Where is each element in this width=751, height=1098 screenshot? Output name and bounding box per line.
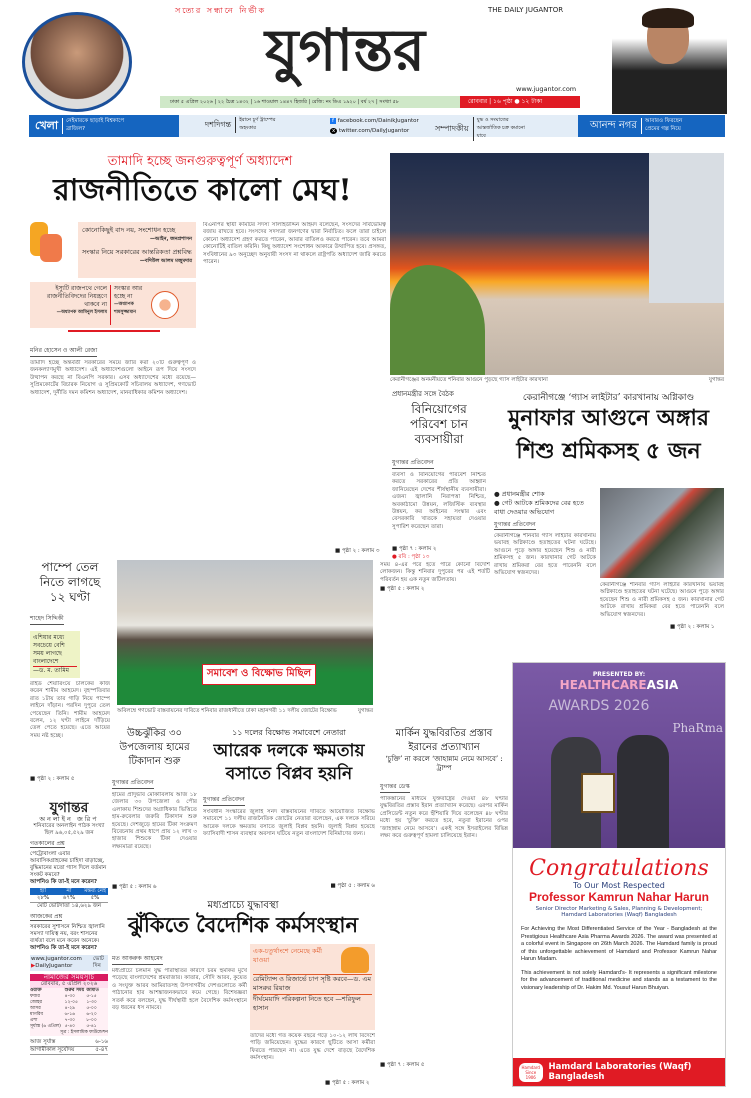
prayer-cell: ৫-০০	[86, 1006, 97, 1011]
x-icon: x	[332, 128, 336, 134]
rally-column	[380, 562, 490, 594]
iran-headline[interactable]: মার্কিন যুদ্ধবিরতির প্রস্তাব ইরানের প্রত্যাখ্যান	[395, 728, 493, 753]
prayer-cell: ১২-০৫	[64, 1000, 78, 1005]
prayer-cell: ৮-০০	[86, 1018, 97, 1023]
prayer-cell: সূর্যাস্ত (৬ এপ্রিল)	[30, 1024, 61, 1029]
prayer-title: নামাজের সময়সূচি	[30, 974, 108, 981]
facebook-icon: f	[332, 118, 334, 124]
fire-jump[interactable]: ■ পৃষ্ঠা ২ : কলাম ১	[670, 624, 715, 630]
vote-button[interactable]: ভোট দিন	[93, 956, 104, 969]
rally-photo	[117, 560, 373, 705]
rally-banner: সমাবেশ ও বিক্ষোভ মিছিল	[202, 664, 316, 685]
prayer-cell: ৭-৩০	[64, 1018, 76, 1023]
vaccine-jump[interactable]: ■ পৃষ্ঠা ৫ : কলাম ৬	[112, 884, 157, 890]
prayer-cell: আসর	[30, 1006, 41, 1011]
prayer-cell: ৪-২৯	[64, 1006, 76, 1011]
youtube-icon: ▶	[31, 963, 36, 969]
fuel-pullquote	[30, 631, 80, 678]
quote-author: —আইন, জনপ্রশাসন	[150, 236, 192, 242]
backdrop-text: AWARDS 2026	[548, 698, 650, 714]
quote-author: —বদিউল আলম মজুমদার	[139, 258, 192, 264]
lead-kicker: তামাদি হচ্ছে জনগুরুত্বপূর্ণ অধ্যাদেশ	[107, 154, 293, 169]
presented-by: PRESENTED BY:	[592, 671, 646, 678]
rescue-photo	[600, 488, 724, 578]
online-title: অনলাইন জরিপ	[39, 815, 99, 823]
vaccine-story	[112, 727, 197, 892]
ad-photo	[513, 663, 725, 848]
quote-text: ইস্যুটি রাজপথে গেলে রাজনীতিবিদদের নিয়ন্ত্রণে থাকবে না	[47, 285, 107, 308]
award-plaque	[581, 773, 615, 813]
alliance-jump[interactable]: ■ পৃষ্ঠা ৫ : কলাম ৬	[330, 883, 375, 889]
pullquote-text: এশিয়ার মধ্যে সবচেয়ে বেশি সময় লাগছে বাংলাদেশে	[33, 634, 65, 665]
iran-subhead: ‘চুক্তি’ না করলে ‘জাহান্নাম নেমে আসবে’ : ট্রাম্প	[385, 755, 503, 772]
quote-box-top	[78, 222, 196, 278]
ad-title: Senior Director Marketing & Sales, Planning & Development;	[535, 906, 703, 912]
alliance-body: সংবিধান সংস্কারের জুলাই সনদ বাস্তবায়নের দাবিতে আয়োজিত বিক্ষোভ সমাবেশে ১১ দলীয় রাজনৈতিক জোটের নেতারা বলেছেন, এক দলকে সরিয়ে আরেক দলকে ক্ষমতায় বসাতে জুলাই বিপ্লব হয়নি। জুলাই বিপ্লব হয়েছে ফ্যাসিবাদী শাসন ব্যবস্থার অবসান ঘটিয়ে নতুন বাংলাদেশ বিনির্মাণের জন্য।	[203, 809, 375, 838]
mini-logo: যুগান্তর	[49, 800, 89, 816]
iran-story	[380, 727, 508, 1070]
fuel-story	[30, 560, 110, 784]
vaccine-headline[interactable]: উচ্চঝুঁকির ৩০ উপজেলায় হামের টিকাদান শুরু	[119, 728, 190, 767]
quote-box-bottom	[30, 282, 196, 328]
social-links	[330, 116, 419, 136]
infobox-title: এক-চতুর্থাংশে নেমেছে কর্মী যাওয়া	[253, 947, 323, 964]
poll-question: পেট্রোবাংলা এবার আবাসিকগ্রাহকের চাহিদা বাড়াচ্ছে, বুদ্ধিমানের মতো গ্যাস দিলে বর্তমান সংকট কমবে?	[30, 851, 107, 878]
sponsor-text: HEALTHCARE	[559, 678, 647, 692]
pages-price: ১৬ পৃষ্ঠা ● ১২ টাকা	[493, 98, 543, 105]
twitter-link[interactable]	[330, 126, 419, 136]
ad-congrats: Congratulations	[529, 856, 709, 881]
website[interactable]: www.jugantor.com	[516, 85, 577, 93]
quote-icon	[30, 222, 66, 266]
quote-text: সংস্কার নিয়ে সরকারের আন্তরিকতা প্রশ্নবিদ্ধ	[82, 248, 192, 256]
english-name: THE DAILY JUGANTOR	[488, 6, 564, 14]
backdrop-text-2: PhaRma	[672, 721, 723, 735]
fuel-headline[interactable]: পাম্পে তেল নিতে লাগছে ১২ ঘণ্টা	[39, 560, 101, 604]
sponsor-text-2: ASIA	[646, 678, 679, 692]
prayer-table	[30, 988, 108, 1036]
jobs-infobox	[250, 944, 375, 1030]
rally-caption	[117, 708, 373, 716]
ad-org: Hamdard Laboratories (Waqf) Bangladesh	[561, 912, 677, 918]
divider	[68, 330, 160, 332]
online-sidebar	[30, 800, 108, 1055]
teaser-entertainment[interactable]	[578, 115, 725, 137]
prayer-cell: শুরুর সময়	[64, 988, 85, 993]
fire-bullets	[494, 490, 596, 585]
ad-footer	[513, 1058, 725, 1086]
prayer-cell: এশা	[30, 1018, 38, 1023]
quote-author: —অধ্যাপক আমিনুল ইসলাম	[56, 310, 107, 315]
prayer-source: সূত্র : ইসলামিক ফাউন্ডেশন	[60, 1030, 108, 1035]
lead-body: তামাদি হচ্ছে অন্তর্বর্তী সরকারের সময়ে জারি করা ২০টি গুরুত্বপূর্ণ ও জনকল্যাণমুখী অধ্যাদেশ। এই অধ্যাদেশগুলো আইনে রূপ দিয়ে সংসদে উত্থাপন করছে না বিএনপি সরকার। এসব অধ্যাদেশের মধ্যে রয়েছে—সুপ্রিমকোর্টের বিচারক নিয়োগ ও সুপ্রিমকোর্ট সচিবালয় অধ্যাদেশ, গণভোট অধ্যাদেশ, দুর্নীতি দমন কমিশন অধ্যাদেশ, মানবাধিকার কমিশন অধ্যাদেশ।	[30, 360, 196, 396]
iran-body: পাকিস্তানের মাধ্যমে যুক্তরাষ্ট্রের দেওয়া ৪৮ ঘণ্টার যুদ্ধবিরতির প্রস্তাব ইরান প্রত্যাখ্যান করেছে। এরপর মার্কিন প্রেসিডেন্ট নতুন করে হুঁশিয়ারি দিয়ে বলেছেন ৪৮ ঘণ্টার মধ্যে হয় ‘চুক্তি’ করতে হবে, নতুবা ইরানের ওপর ‘জাহান্নাম নেমে আসবে’। একই সঙ্গে ইসরাইলের বিভিন্ন লক্ষ্য করে গুরুত্বপূর্ণ হামলা চালিয়েছে ইরান।	[380, 796, 508, 840]
teaser-text: ইরানে চূর্ণ ট্রাম্পের অহংকার	[235, 117, 285, 133]
business-story	[392, 388, 486, 562]
ad-to: To Our Most Respected	[573, 881, 665, 890]
rescue-caption: কেরানীগঞ্জে শনিবার গ্যাস লাইটার কারখানায় ভয়াবহ অগ্নিকাণ্ডে হতাহতের ঘটনা ঘটেছে। আগুনে পুড়ে অঙ্গার হয়েছেন শিশু ও নারী শ্রমিকসহ ৫ জন। কারখানার গেট আটকে রাখায় শ্রমিকরা বের হতে পারেননি বলে অভিযোগ স্বজনদের।	[600, 582, 724, 618]
prayer-cell: ওয়াক্ত	[30, 988, 42, 993]
jobs-column-2: তাদের মধ্যে গত কয়েক বছরে গড়ে ১০-১২ লাখ বিদেশে পাড়ি জমিয়েছেন। যুদ্ধের কারণে ছুটিতে আসা কর্মীরা ফিরতে পারছেন না। এতে যুদ্ধ দেশে বাড়ছে বৈদেশিক কর্মসংস্থান।	[250, 1033, 375, 1062]
teaser-section: আনন্দ নগর	[590, 119, 637, 131]
caption-text: অবিলম্বে গণভোট বাস্তবায়নের দাবিতে শনিবার রাজধানীতে ঢাকা মহানগরী ১১ দলীয় জোটের বিক্ষোভ	[117, 708, 337, 714]
teaser-world[interactable]	[205, 117, 285, 133]
prayer-cell: মাগরিব	[30, 1012, 44, 1017]
business-headline[interactable]: বিনিয়োগের পরিবেশ চান ব্যবসায়ীরা	[410, 402, 468, 446]
poll-total: মোট ভোটদাতা ১৪,৬২৯ জন	[36, 903, 102, 909]
prayer-cell: ৫-৪০	[64, 1024, 76, 1029]
jobs-column-1	[112, 945, 247, 1098]
vaccine-byline: যুগান্তর প্রতিবেদন	[112, 777, 154, 789]
prayer-cell: ৪-৩০	[64, 994, 76, 999]
fire-body: কেরানীগঞ্জে শনিবার গ্যাস লাইটার কারখানায় ভয়াবহ অগ্নিকাণ্ডে হতাহতের ঘটনা ঘটেছে। আগুনে পুড়ে অঙ্গার হয়েছেন শিশু ও নারী শ্রমিকসহ ৫ জন। কারখানার গেট আটকে রাখায় শ্রমিকরা বের হতে পারেননি বলে অভিযোগ স্বজনদের।	[494, 533, 596, 577]
bullet-item: ● প্রধানমন্ত্রীর শোক	[494, 490, 545, 498]
teaser-text: আবারও ফিরছেন প্রেমের গল্প নিয়ে	[641, 118, 696, 134]
alliance-byline: যুগান্তর প্রতিবেদন	[203, 794, 245, 806]
teaser-text: নেইমারকে ছাড়াই বিশ্বকাপে ব্রাজিল?	[62, 118, 132, 134]
sunrise-row: আগামীকাল সূর্যোদয় ৫-৪৭	[30, 1047, 108, 1053]
business-kicker: প্রধানমন্ত্রীর সঙ্গে বৈঠক	[392, 390, 454, 398]
business-jump-2[interactable]: ● রবি : পৃষ্ঠা ১৩	[392, 554, 430, 560]
photo-credit: যুগান্তর	[708, 377, 724, 383]
rally-column-text: সময় ৪-এর পরে হতে পারে কোনো বিদেশি লোকজন। কিন্তু শনিবার দুপুরের পর এই শর্তটি পরিবর্তন হয় এক নতুন জটিলতায়।	[380, 562, 490, 583]
day: রোববার	[468, 98, 488, 105]
jobs-jump[interactable]: ■ পৃষ্ঠা ৫ : কলাম ২	[325, 1080, 370, 1086]
poll-table: হ্যাঁ না মন্তব্য নেই	[30, 888, 108, 895]
prayer-date: রোববার, ৫ এপ্রিল ২০২৬	[30, 981, 108, 988]
teaser-editorial[interactable]	[435, 117, 533, 141]
portrait-left	[22, 12, 132, 112]
poll-ask: আপনিও কি তা-ই মনে করেন?	[30, 879, 98, 885]
fuel-body: রাইড শেয়ারিংয়ে চালকের কাজ করেন শামীম আহমেদ। বৃহস্পতিবার রাত ১টায় তার গাড়ি নিয়ে পাম্পে লাইনে দাঁড়ান। পরদিন দুপুরে তেল পেয়েছেন তিনি। শামীম আহমেদ বলেন, ১২ ঘণ্টা লাইনে দাঁড়িয়ে তেল পেতে হয়েছে। এতে আয়ের সময় নষ্ট হচ্ছে।	[30, 681, 110, 739]
lead-column-1	[30, 337, 196, 559]
infobox-quote: রেমিট্যান্স ও রিজার্ভে চাপ সৃষ্টি করবে—ড. এম মাসরুর রিয়াজ	[253, 975, 371, 992]
lead-headline[interactable]: রাজনীতিতে কালো মেঘ!	[53, 173, 352, 208]
photo-credit: যুগান্তর	[357, 708, 373, 714]
vaccine-body: হামের প্রাদুর্ভাব মোকাবিলায় আজ ১৮ জেলার ৩০ উপজেলা ও পৌর এলাকায় শিশুদের অগ্রাধিকার ভিত্তিতে হাম-রুবেলার জরুরি টিকাদান শুরু হয়েছে। দেশজুড়ে হামের টিকা সংক্রমণ বিবেচনায় প্রথম ধাপে প্রায় ১২ লাখ ৩ হাজার শিশুকে টিকা দেওয়ার লক্ষ্যমাত্রা রয়েছে।	[112, 792, 197, 850]
facebook-link[interactable]	[330, 116, 419, 126]
quote-author: —অধ্যাপক শামসুজ্জামান	[114, 302, 136, 315]
alliance-headline[interactable]: আরেক দলকে ক্ষমতায় বসাতে বিপ্লব হয়নি	[213, 741, 365, 784]
lead-jump[interactable]: ■ পৃষ্ঠা ২ : কলাম ৩	[335, 548, 380, 554]
hamdard-logo: Hamdard Since 1906	[519, 1063, 543, 1082]
fire-caption	[390, 377, 724, 385]
teaser-section: খেলা	[35, 118, 59, 132]
business-jump[interactable]: ■ পৃষ্ঠা ৭ : কলাম ২	[392, 546, 437, 552]
tagline: সত্যের সন্ধানে নির্ভীক	[175, 6, 267, 15]
prayer-cell: জামাত	[86, 988, 99, 993]
lead-byline: মনির হোসেন ও আলী রেজা	[30, 345, 97, 357]
day-strip: রোববার | ১৬ পৃষ্ঠা ● ১২ টাকা	[460, 96, 580, 108]
fire-photo	[390, 153, 724, 375]
pullquote-author: —ড. ম. তামিম	[33, 666, 77, 675]
poll-values: ২৮% ৬৭% ৫%	[30, 895, 108, 903]
ad-paragraph-2: This achievement is not solely Hamdard's- It represents a significant milestone for the advancement of traditional medicine and stands as a testament to the visionary leadership of Dr. Hakim Md. Yousuf Harun Bhuiyan.	[521, 969, 717, 991]
poll-ask: আপনিও কি তা-ই মনে করেন?	[30, 945, 98, 951]
vote-youtube: DailyJugantor	[35, 963, 73, 969]
jobs-byline: মত আকরুক আহমেদ	[112, 953, 163, 965]
jobs-headline[interactable]: ঝুঁকিতে বৈদেশিক কর্মসংস্থান	[128, 912, 358, 937]
lead-column-2: বিএনপির স্থায়ী কমিটির সদস্য সালাহউদ্দিন আহমদ বলেছেন, সংসদের সার্বভৌমত্ব বজায় রাখতে হবে। সংসদের সদস্যরা জনগণের দ্বারা নির্বাচিত। ফলে তারা চাইলে কোনো অধ্যাদেশ গ্রহণ করতে পারেন, আবার বাতিলও করতে পারেন। তবে আমরা কোনোটিই বাতিল করিনি। কিছু অধ্যাদেশ সংশোধন আকারে উত্থাপিত হবে। প্রসঙ্গত, সংবিধানের ৯৩ অনুচ্ছেদ অনুযায়ী সংসদ না থাকলে রাষ্ট্রপতি অধ্যাদেশ জারি করতে পারেন।	[203, 222, 386, 266]
worker-icon	[341, 947, 369, 973]
poll-label: আজকের প্রশ্ন	[30, 913, 63, 920]
ad-name: Professor Kamrun Nahar Harun	[528, 890, 710, 904]
prayer-cell: ৬-১৬	[64, 1012, 76, 1017]
business-byline: যুগান্তর প্রতিবেদন	[392, 457, 434, 469]
iran-byline: যুগান্তর ডেস্ক	[380, 781, 410, 793]
sunset-row: আজ সূর্যাস্ত ৬-১৬	[30, 1039, 108, 1045]
dateline-strip: ঢাকা ৫ এপ্রিল ২০২৬ | ২২ চৈত্র ১৪৩২ | ১৬ শাওয়াল ১৪৪৭ হিজরি | রেজি: নং ডিএ ১৯২০ | বর্ষ ২৭ | সংখ্যা ৫৮	[160, 96, 460, 108]
teaser-sports[interactable]	[29, 115, 179, 137]
online-readers: শনিবারের অনলাইন পাঠক সংখ্যা ছিল ৯৬,০৫,৫২৯ জন	[33, 823, 105, 836]
bullet-item: ● গেট আটকে শ্রমিকদের বের হতে বাধা দেওয়ার অভিযোগ	[494, 499, 584, 516]
prayer-cell: ফজর	[30, 994, 40, 999]
infobox-quote: দীর্ঘমেয়াদি পরিকল্পনা নিতে হবে —শরিফুল হাসান	[253, 994, 372, 1012]
alliance-story	[203, 727, 375, 891]
reform-icon	[151, 291, 179, 319]
rally-column-jump[interactable]: ■ পৃষ্ঠা ৫ : কলাম ২	[380, 586, 425, 593]
jobs-kicker: মধ্যপ্রাচ্যে যুদ্ধাবস্থা	[207, 900, 279, 911]
jobs-body: মধ্যপ্রাচ্যে চলমান যুদ্ধ পরিস্থিতির কারণে চরম হুমকির মুখে পড়েছে বাংলাদেশের শ্রমবাজার। কাতার, সৌদি আরব, কুয়েত ও সংযুক্ত আরব আমিরাতসহ উপসাগরীয় দেশগুলোতে কর্মী পাঠানোর হার আশঙ্কাজনকভাবে কমে গেছে। বিশেষজ্ঞরা সতর্ক করে বলছেন, যুদ্ধ দীর্ঘস্থায়ী হলে বৈদেশিক কর্মসংস্থানে বড় ধরনের ধস নামবে।	[112, 968, 247, 1012]
fuel-byline: শাহেদ সিদ্দিকী	[30, 613, 64, 625]
fuel-jump[interactable]: ■ পৃষ্ঠা ২ : কলাম ৫	[30, 776, 75, 782]
poll-label: গতকালের প্রশ্ন	[30, 840, 65, 847]
prayer-cell: ৫-৪১	[86, 1024, 97, 1029]
prayer-cell: ৬-২০	[86, 1012, 97, 1017]
twitter-text: twitter.com/DailyJugantor	[339, 128, 410, 134]
quote-text: কোনোকিছুই বাদ নয়, সংশোধন হচ্ছে	[82, 226, 176, 234]
fire-kicker: কেরানীগঞ্জে ‘গ্যাস লাইটার’ কারখানায় অগ্নিকাণ্ড	[522, 393, 695, 403]
fire-headline[interactable]: মুনাফার আগুনে অঙ্গার শিশু শ্রমিকসহ ৫ জন	[508, 405, 709, 464]
prayer-cell: ১-৩০	[86, 1000, 97, 1005]
prayer-cell: জোহর	[30, 1000, 42, 1005]
business-body: ব্যবসা ও বিনিয়োগের পরিবেশ নিশ্চিত করতে সরকারের প্রতি আহ্বান জানিয়েছেন দেশের শীর্ষস্থানীয় ব্যবসায়ীরা। এজন্য জ্বালানি নিরাপত্তা নিশ্চিত, অবকাঠামো উন্নয়ন, লজিস্টিক ব্যবস্থার উন্নয়ন, কর আইনের সংস্কার এবং বেসরকারি খাতকে সহায়তা দেওয়ার সুপারিশ করেছেন তারা।	[392, 472, 486, 530]
caption-text: কেরানীগঞ্জের অনমনীয়তে শনিবার আগুনে পুড়ছে গ্যাস লাইটার কারখানা	[390, 377, 548, 383]
logo: যুগান্তর	[264, 16, 426, 84]
alliance-kicker: ১১ দলের বিক্ষোভ সমাবেশে নেতারা	[232, 728, 346, 737]
teaser-section: সম্পাদকীয়	[435, 123, 469, 133]
facebook-text: facebook.com/DainikJugantor	[337, 118, 419, 124]
iran-jump[interactable]: ■ পৃষ্ঠা ৭ : কলাম ৫	[380, 1062, 425, 1068]
vote-website: www.jugantor.com	[31, 956, 82, 962]
ad-paragraph-1: For Achieving the Most Differentiated Service of the Year - Bangladesh at the Prestigious Healthcare Asia Pharma Awards 2026. The award was presented at a colorful event in Singapore on 26th March 2026. The Hamdard family is proud of this unforgettable achievement of Hamdard and Professor Kamrun Nahar Harun Madam.	[521, 926, 717, 962]
prayer-cell: ৫-১৫	[86, 994, 97, 999]
vote-box[interactable]	[30, 955, 108, 971]
presenter-figure	[617, 735, 669, 848]
teaser-text: যুদ্ধ ও সংঘাতের আন্তর্জাতিক চক্র কমানো যাবে	[473, 117, 533, 141]
hamdard-ad[interactable]	[512, 662, 726, 1087]
quote-text: সংস্কার আর হচ্ছে না	[114, 285, 143, 300]
poll-question: সরকারের সুশাসনে নিশ্চিত জ্বালানি সমস্যা দায়িত্ব নয়, বরং শাসনের ব্যর্থতা বলে মনে করেন অনেকে।	[30, 924, 105, 944]
teaser-section: দশদিগন্ত	[205, 119, 232, 129]
portrait-right	[612, 6, 727, 114]
fire-byline: যুগান্তর প্রতিবেদন	[494, 521, 536, 528]
ad-footer-text: Hamdard Laboratories (Waqf) Bangladesh	[548, 1062, 692, 1082]
